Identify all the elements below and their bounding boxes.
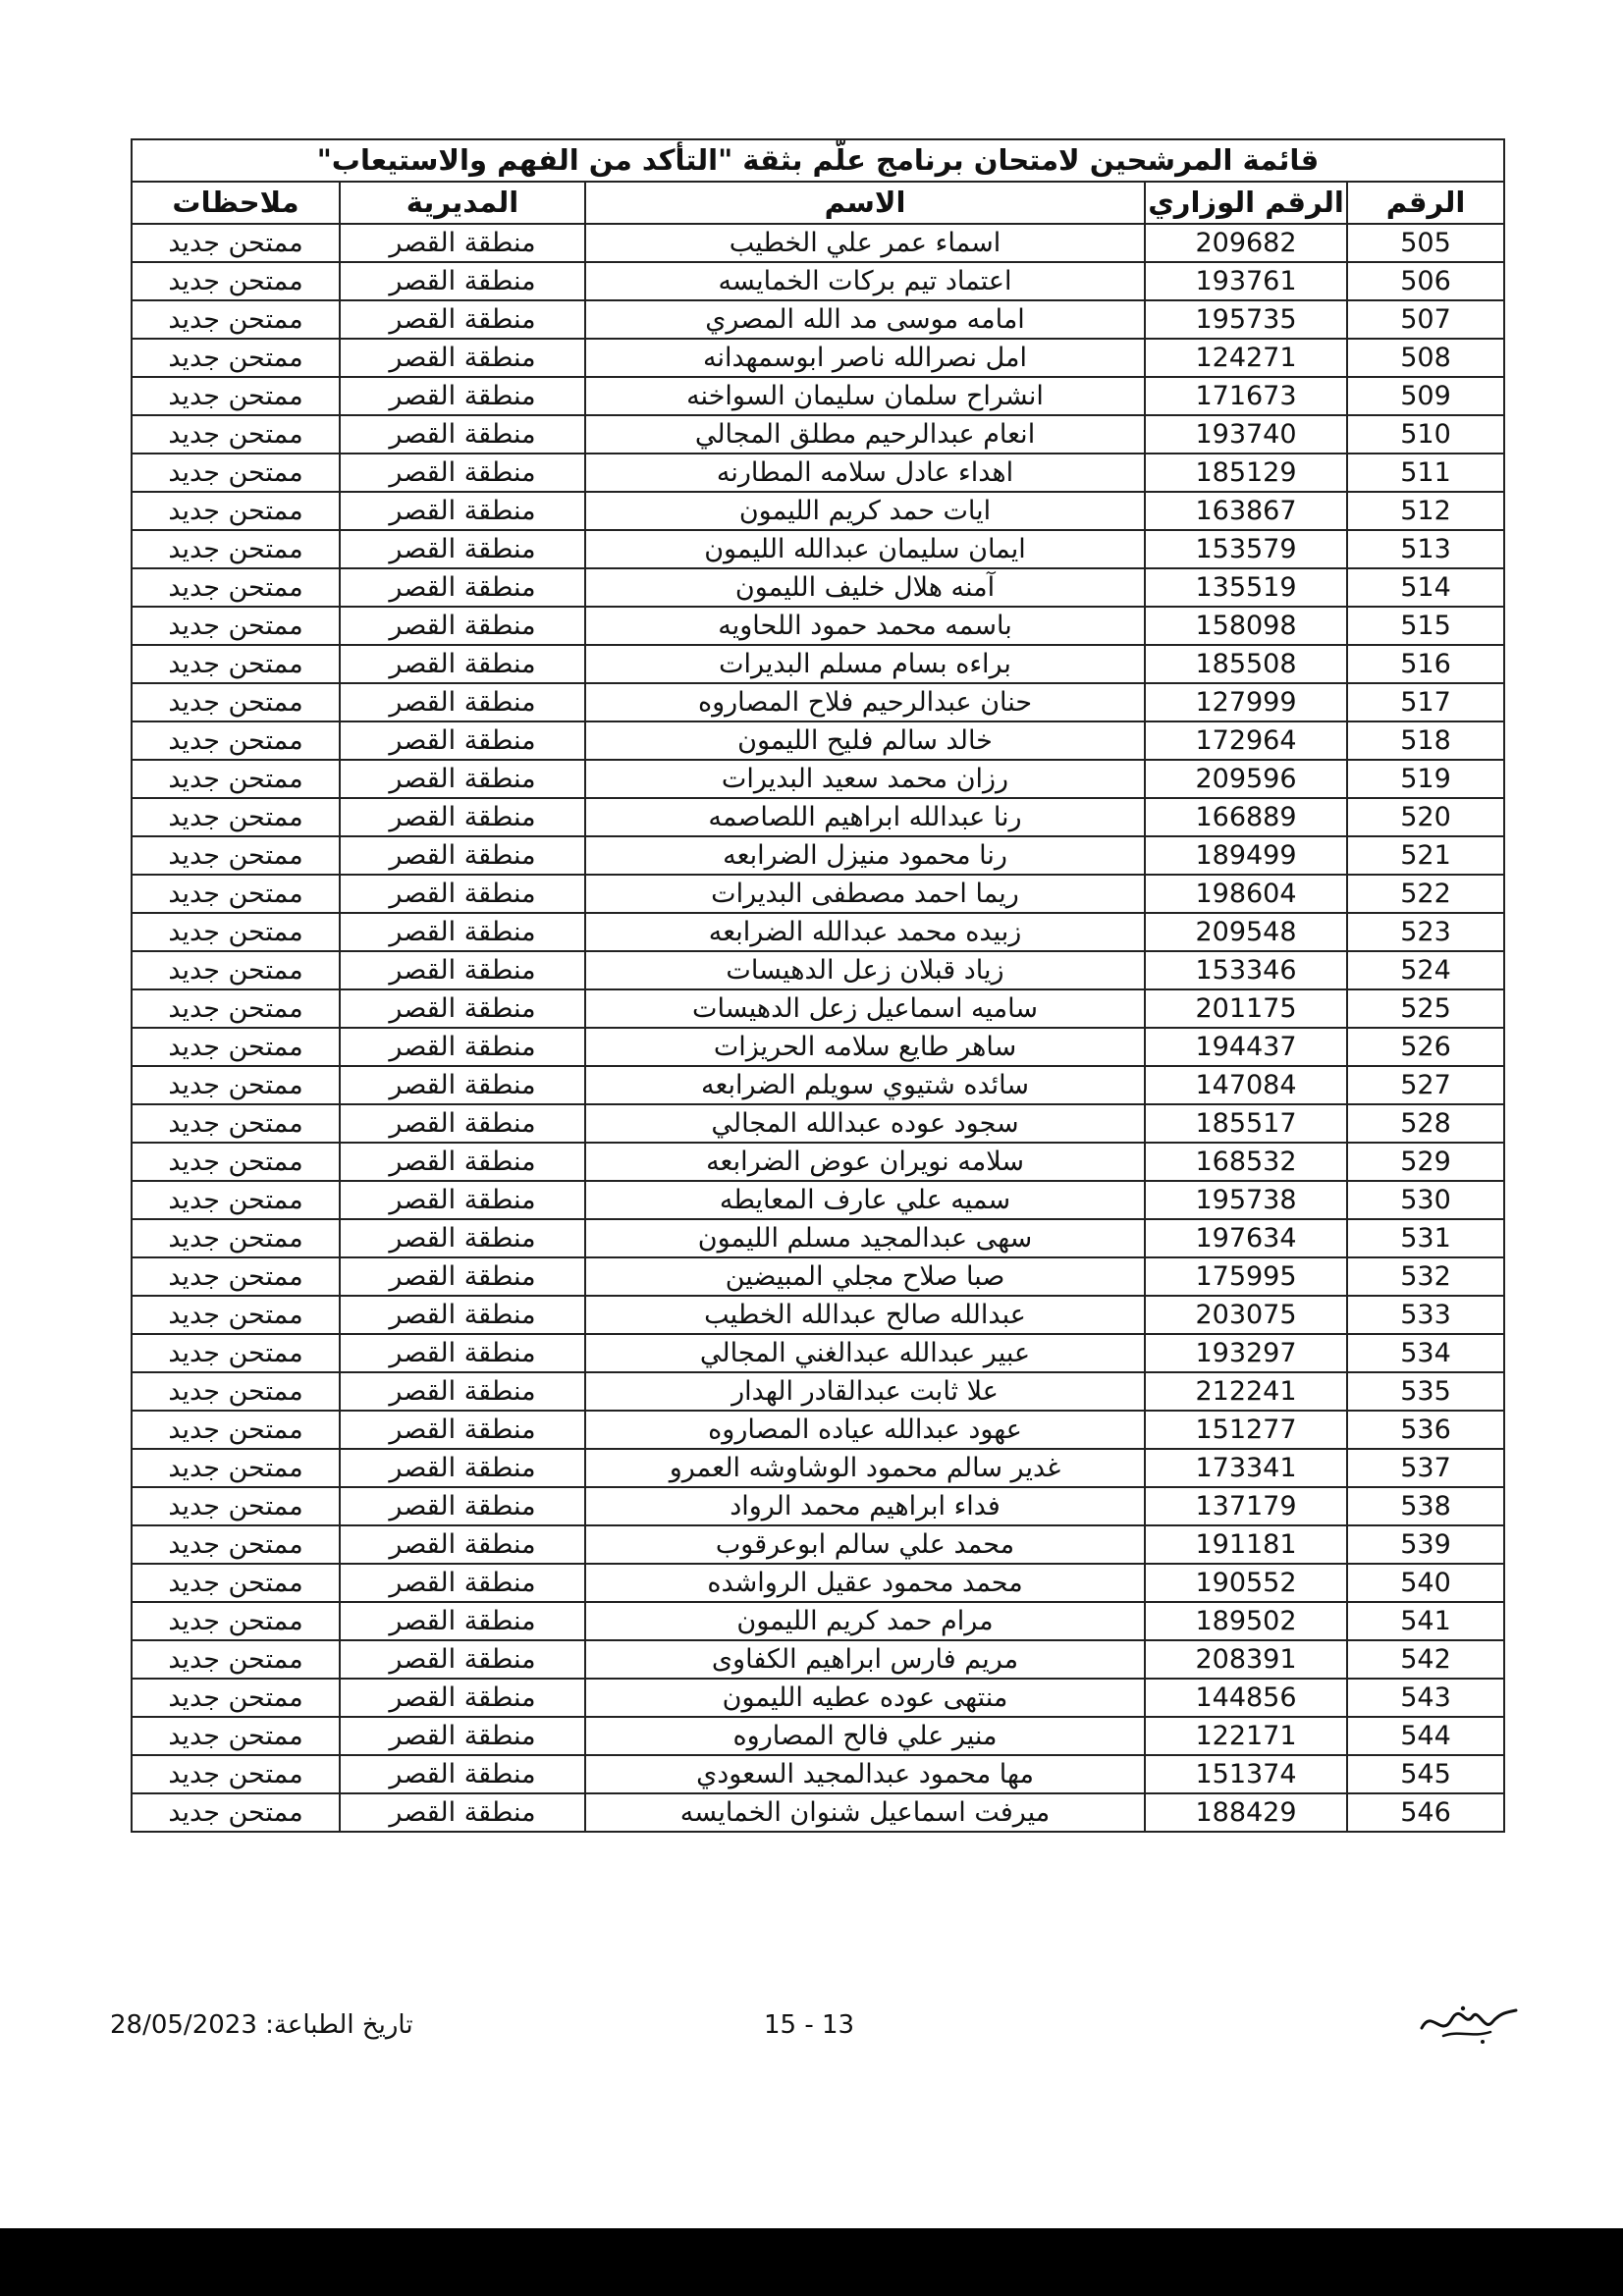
row-number-cell: 546 bbox=[1347, 1793, 1504, 1832]
row-number-cell: 545 bbox=[1347, 1755, 1504, 1793]
notes-cell: ممتحن جديد bbox=[132, 377, 340, 415]
directorate-cell: منطقة القصر bbox=[340, 1679, 585, 1717]
notes-cell: ممتحن جديد bbox=[132, 836, 340, 875]
ministry-id-cell: 209548 bbox=[1145, 913, 1347, 951]
row-number-cell: 523 bbox=[1347, 913, 1504, 951]
ministry-id-cell: 189502 bbox=[1145, 1602, 1347, 1640]
directorate-cell: منطقة القصر bbox=[340, 1257, 585, 1296]
row-number-cell: 541 bbox=[1347, 1602, 1504, 1640]
directorate-cell: منطقة القصر bbox=[340, 1066, 585, 1104]
row-number-cell: 522 bbox=[1347, 875, 1504, 913]
row-number-cell: 528 bbox=[1347, 1104, 1504, 1143]
ministry-id-cell: 144856 bbox=[1145, 1679, 1347, 1717]
notes-cell: ممتحن جديد bbox=[132, 1411, 340, 1449]
candidate-name-cell: انشراح سلمان سليمان السواخنه bbox=[585, 377, 1145, 415]
ministry-id-cell: 195738 bbox=[1145, 1181, 1347, 1219]
notes-cell: ممتحن جديد bbox=[132, 1755, 340, 1793]
ministry-id-cell: 185129 bbox=[1145, 454, 1347, 492]
notes-cell: ممتحن جديد bbox=[132, 875, 340, 913]
table-row bbox=[132, 1449, 1504, 1487]
ministry-id-cell: 188429 bbox=[1145, 1793, 1347, 1832]
ministry-id-cell: 185517 bbox=[1145, 1104, 1347, 1143]
header-notes: ملاحظات bbox=[132, 182, 340, 224]
row-number-cell: 537 bbox=[1347, 1449, 1504, 1487]
candidate-name-cell: منير علي فالح المصاروه bbox=[585, 1717, 1145, 1755]
row-number-cell: 519 bbox=[1347, 760, 1504, 798]
row-number-cell: 525 bbox=[1347, 989, 1504, 1028]
row-number-cell: 539 bbox=[1347, 1525, 1504, 1564]
directorate-cell: منطقة القصر bbox=[340, 492, 585, 530]
notes-cell: ممتحن جديد bbox=[132, 1257, 340, 1296]
directorate-cell: منطقة القصر bbox=[340, 875, 585, 913]
directorate-cell: منطقة القصر bbox=[340, 1717, 585, 1755]
notes-cell: ممتحن جديد bbox=[132, 300, 340, 339]
table-row bbox=[132, 645, 1504, 683]
table-row bbox=[132, 262, 1504, 300]
row-number-cell: 531 bbox=[1347, 1219, 1504, 1257]
row-number-cell: 543 bbox=[1347, 1679, 1504, 1717]
ministry-id-cell: 189499 bbox=[1145, 836, 1347, 875]
table-row bbox=[132, 1296, 1504, 1334]
table-row bbox=[132, 607, 1504, 645]
candidate-name-cell: رنا عبدالله ابراهيم اللصاصمه bbox=[585, 798, 1145, 836]
signature-icon bbox=[1414, 1999, 1522, 2048]
ministry-id-cell: 190552 bbox=[1145, 1564, 1347, 1602]
row-number-cell: 521 bbox=[1347, 836, 1504, 875]
candidate-name-cell: باسمه محمد حمود اللحاويه bbox=[585, 607, 1145, 645]
notes-cell: ممتحن جديد bbox=[132, 1487, 340, 1525]
ministry-id-cell: 201175 bbox=[1145, 989, 1347, 1028]
row-number-cell: 542 bbox=[1347, 1640, 1504, 1679]
row-number-cell: 535 bbox=[1347, 1372, 1504, 1411]
table-row bbox=[132, 1640, 1504, 1679]
candidates-table bbox=[131, 138, 1505, 1833]
notes-cell: ممتحن جديد bbox=[132, 683, 340, 721]
directorate-cell: منطقة القصر bbox=[340, 1487, 585, 1525]
ministry-id-cell: 122171 bbox=[1145, 1717, 1347, 1755]
directorate-cell: منطقة القصر bbox=[340, 1411, 585, 1449]
candidate-name-cell: خالد سالم فليح الليمون bbox=[585, 721, 1145, 760]
ministry-id-cell: 209682 bbox=[1145, 224, 1347, 262]
directorate-cell: منطقة القصر bbox=[340, 1334, 585, 1372]
notes-cell: ممتحن جديد bbox=[132, 1296, 340, 1334]
notes-cell: ممتحن جديد bbox=[132, 1717, 340, 1755]
candidate-name-cell: عبدالله صالح عبدالله الخطيب bbox=[585, 1296, 1145, 1334]
candidate-name-cell: انعام عبدالرحيم مطلق المجالي bbox=[585, 415, 1145, 454]
candidate-name-cell: ساميه اسماعيل زعل الدهيسات bbox=[585, 989, 1145, 1028]
header-directorate: المديرية bbox=[340, 182, 585, 224]
table-row bbox=[132, 683, 1504, 721]
row-number-cell: 526 bbox=[1347, 1028, 1504, 1066]
notes-cell: ممتحن جديد bbox=[132, 1449, 340, 1487]
table-row bbox=[132, 1219, 1504, 1257]
directorate-cell: منطقة القصر bbox=[340, 1219, 585, 1257]
row-number-cell: 532 bbox=[1347, 1257, 1504, 1296]
notes-cell: ممتحن جديد bbox=[132, 798, 340, 836]
directorate-cell: منطقة القصر bbox=[340, 1602, 585, 1640]
candidate-name-cell: اسماء عمر علي الخطيب bbox=[585, 224, 1145, 262]
ministry-id-cell: 153346 bbox=[1145, 951, 1347, 989]
directorate-cell: منطقة القصر bbox=[340, 683, 585, 721]
directorate-cell: منطقة القصر bbox=[340, 721, 585, 760]
ministry-id-cell: 137179 bbox=[1145, 1487, 1347, 1525]
notes-cell: ممتحن جديد bbox=[132, 339, 340, 377]
print-date: تاريخ الطباعة: 28/05/2023 bbox=[110, 2010, 413, 2040]
directorate-cell: منطقة القصر bbox=[340, 339, 585, 377]
candidate-name-cell: رزان محمد سعيد البديرات bbox=[585, 760, 1145, 798]
row-number-cell: 515 bbox=[1347, 607, 1504, 645]
table-row bbox=[132, 1066, 1504, 1104]
row-number-cell: 514 bbox=[1347, 568, 1504, 607]
table-body bbox=[132, 224, 1504, 1832]
notes-cell: ممتحن جديد bbox=[132, 262, 340, 300]
row-number-cell: 530 bbox=[1347, 1181, 1504, 1219]
table-row bbox=[132, 568, 1504, 607]
notes-cell: ممتحن جديد bbox=[132, 415, 340, 454]
table-row bbox=[132, 721, 1504, 760]
ministry-id-cell: 198604 bbox=[1145, 875, 1347, 913]
table-row bbox=[132, 1717, 1504, 1755]
row-number-cell: 516 bbox=[1347, 645, 1504, 683]
directorate-cell: منطقة القصر bbox=[340, 415, 585, 454]
ministry-id-cell: 203075 bbox=[1145, 1296, 1347, 1334]
candidate-name-cell: آمنه هلال خليف الليمون bbox=[585, 568, 1145, 607]
directorate-cell: منطقة القصر bbox=[340, 836, 585, 875]
notes-cell: ممتحن جديد bbox=[132, 454, 340, 492]
row-number-cell: 517 bbox=[1347, 683, 1504, 721]
candidate-name-cell: صبا صلاح مجلي المبيضين bbox=[585, 1257, 1145, 1296]
header-name: الاسم bbox=[585, 182, 1145, 224]
ministry-id-cell: 197634 bbox=[1145, 1219, 1347, 1257]
notes-cell: ممتحن جديد bbox=[132, 989, 340, 1028]
ministry-id-cell: 195735 bbox=[1145, 300, 1347, 339]
directorate-cell: منطقة القصر bbox=[340, 262, 585, 300]
row-number-cell: 538 bbox=[1347, 1487, 1504, 1525]
ministry-id-cell: 147084 bbox=[1145, 1066, 1347, 1104]
directorate-cell: منطقة القصر bbox=[340, 454, 585, 492]
directorate-cell: منطقة القصر bbox=[340, 951, 585, 989]
ministry-id-cell: 193761 bbox=[1145, 262, 1347, 300]
directorate-cell: منطقة القصر bbox=[340, 989, 585, 1028]
notes-cell: ممتحن جديد bbox=[132, 721, 340, 760]
ministry-id-cell: 166889 bbox=[1145, 798, 1347, 836]
notes-cell: ممتحن جديد bbox=[132, 1028, 340, 1066]
ministry-id-cell: 208391 bbox=[1145, 1640, 1347, 1679]
row-number-cell: 518 bbox=[1347, 721, 1504, 760]
candidate-name-cell: سائده شتيوي سويلم الضرابعه bbox=[585, 1066, 1145, 1104]
row-number-cell: 536 bbox=[1347, 1411, 1504, 1449]
row-number-cell: 506 bbox=[1347, 262, 1504, 300]
row-number-cell: 527 bbox=[1347, 1066, 1504, 1104]
ministry-id-cell: 175995 bbox=[1145, 1257, 1347, 1296]
table-row bbox=[132, 1372, 1504, 1411]
row-number-cell: 513 bbox=[1347, 530, 1504, 568]
candidate-name-cell: امامه موسى مد الله المصري bbox=[585, 300, 1145, 339]
row-number-cell: 544 bbox=[1347, 1717, 1504, 1755]
directorate-cell: منطقة القصر bbox=[340, 1793, 585, 1832]
table-row bbox=[132, 1487, 1504, 1525]
notes-cell: ممتحن جديد bbox=[132, 1219, 340, 1257]
table-row bbox=[132, 1181, 1504, 1219]
ministry-id-cell: 194437 bbox=[1145, 1028, 1347, 1066]
ministry-id-cell: 191181 bbox=[1145, 1525, 1347, 1564]
directorate-cell: منطقة القصر bbox=[340, 1143, 585, 1181]
notes-cell: ممتحن جديد bbox=[132, 1640, 340, 1679]
row-number-cell: 511 bbox=[1347, 454, 1504, 492]
directorate-cell: منطقة القصر bbox=[340, 224, 585, 262]
ministry-id-cell: 209596 bbox=[1145, 760, 1347, 798]
table-row bbox=[132, 913, 1504, 951]
candidate-name-cell: عبير عبدالله عبدالغني المجالي bbox=[585, 1334, 1145, 1372]
notes-cell: ممتحن جديد bbox=[132, 1564, 340, 1602]
notes-cell: ممتحن جديد bbox=[132, 568, 340, 607]
row-number-cell: 512 bbox=[1347, 492, 1504, 530]
candidate-name-cell: ايات حمد كريم الليمون bbox=[585, 492, 1145, 530]
directorate-cell: منطقة القصر bbox=[340, 1296, 585, 1334]
candidate-name-cell: مها محمود عبدالمجيد السعودي bbox=[585, 1755, 1145, 1793]
notes-cell: ممتحن جديد bbox=[132, 492, 340, 530]
notes-cell: ممتحن جديد bbox=[132, 1143, 340, 1181]
candidate-name-cell: ريما احمد مصطفى البديرات bbox=[585, 875, 1145, 913]
table-title: قائمة المرشحين لامتحان برنامج علّم بثقة "التأكد من الفهم والاستيعاب" bbox=[132, 139, 1504, 182]
table-row bbox=[132, 1525, 1504, 1564]
directorate-cell: منطقة القصر bbox=[340, 1640, 585, 1679]
row-number-cell: 509 bbox=[1347, 377, 1504, 415]
candidate-name-cell: سميه علي عارف المعايطه bbox=[585, 1181, 1145, 1219]
directorate-cell: منطقة القصر bbox=[340, 1755, 585, 1793]
candidate-name-cell: سلامه نويران عوض الضرابعه bbox=[585, 1143, 1145, 1181]
table-row bbox=[132, 339, 1504, 377]
ministry-id-cell: 158098 bbox=[1145, 607, 1347, 645]
candidate-name-cell: اعتماد تيم بركات الخمايسه bbox=[585, 262, 1145, 300]
notes-cell: ممتحن جديد bbox=[132, 760, 340, 798]
table-row bbox=[132, 1564, 1504, 1602]
row-number-cell: 520 bbox=[1347, 798, 1504, 836]
candidate-name-cell: مرام حمد كريم الليمون bbox=[585, 1602, 1145, 1640]
candidate-name-cell: براءه بسام مسلم البديرات bbox=[585, 645, 1145, 683]
candidate-name-cell: سهى عبدالمجيد مسلم الليمون bbox=[585, 1219, 1145, 1257]
table-row bbox=[132, 1411, 1504, 1449]
directorate-cell: منطقة القصر bbox=[340, 798, 585, 836]
ministry-id-cell: 172964 bbox=[1145, 721, 1347, 760]
candidate-name-cell: منتهى عوده عطيه الليمون bbox=[585, 1679, 1145, 1717]
directorate-cell: منطقة القصر bbox=[340, 1564, 585, 1602]
row-number-cell: 534 bbox=[1347, 1334, 1504, 1372]
candidate-name-cell: سجود عوده عبدالله المجالي bbox=[585, 1104, 1145, 1143]
ministry-id-cell: 163867 bbox=[1145, 492, 1347, 530]
table-row bbox=[132, 377, 1504, 415]
ministry-id-cell: 212241 bbox=[1145, 1372, 1347, 1411]
notes-cell: ممتحن جديد bbox=[132, 1793, 340, 1832]
ministry-id-cell: 193740 bbox=[1145, 415, 1347, 454]
notes-cell: ممتحن جديد bbox=[132, 607, 340, 645]
row-number-cell: 533 bbox=[1347, 1296, 1504, 1334]
scan-border bbox=[0, 2228, 1623, 2296]
ministry-id-cell: 185508 bbox=[1145, 645, 1347, 683]
notes-cell: ممتحن جديد bbox=[132, 1602, 340, 1640]
candidate-name-cell: محمد علي سالم ابوعرقوب bbox=[585, 1525, 1145, 1564]
row-number-cell: 524 bbox=[1347, 951, 1504, 989]
table-row bbox=[132, 300, 1504, 339]
directorate-cell: منطقة القصر bbox=[340, 377, 585, 415]
row-number-cell: 529 bbox=[1347, 1143, 1504, 1181]
table-row bbox=[132, 1334, 1504, 1372]
table-row bbox=[132, 836, 1504, 875]
candidate-name-cell: زياد قبلان زعل الدهيسات bbox=[585, 951, 1145, 989]
candidate-name-cell: امل نصرالله ناصر ابوسمهدانه bbox=[585, 339, 1145, 377]
directorate-cell: منطقة القصر bbox=[340, 1449, 585, 1487]
row-number-cell: 505 bbox=[1347, 224, 1504, 262]
ministry-id-cell: 151277 bbox=[1145, 1411, 1347, 1449]
directorate-cell: منطقة القصر bbox=[340, 645, 585, 683]
notes-cell: ممتحن جديد bbox=[132, 1104, 340, 1143]
ministry-id-cell: 127999 bbox=[1145, 683, 1347, 721]
directorate-cell: منطقة القصر bbox=[340, 1525, 585, 1564]
ministry-id-cell: 171673 bbox=[1145, 377, 1347, 415]
table-row bbox=[132, 1257, 1504, 1296]
directorate-cell: منطقة القصر bbox=[340, 913, 585, 951]
ministry-id-cell: 153579 bbox=[1145, 530, 1347, 568]
row-number-cell: 507 bbox=[1347, 300, 1504, 339]
roster-table-container bbox=[131, 138, 1503, 1833]
table-row bbox=[132, 1679, 1504, 1717]
candidate-name-cell: علا ثابت عبدالقادر الهدار bbox=[585, 1372, 1145, 1411]
table-row bbox=[132, 1602, 1504, 1640]
ministry-id-cell: 124271 bbox=[1145, 339, 1347, 377]
candidate-name-cell: ساهر طايع سلامه الحريزات bbox=[585, 1028, 1145, 1066]
table-row bbox=[132, 1104, 1504, 1143]
table-row bbox=[132, 1793, 1504, 1832]
directorate-cell: منطقة القصر bbox=[340, 300, 585, 339]
notes-cell: ممتحن جديد bbox=[132, 1372, 340, 1411]
table-row bbox=[132, 492, 1504, 530]
candidate-name-cell: ايمان سليمان عبدالله الليمون bbox=[585, 530, 1145, 568]
notes-cell: ممتحن جديد bbox=[132, 224, 340, 262]
row-number-cell: 540 bbox=[1347, 1564, 1504, 1602]
page-range: 15 - 13 bbox=[764, 2010, 855, 2040]
directorate-cell: منطقة القصر bbox=[340, 1372, 585, 1411]
candidate-name-cell: زبيده محمد عبدالله الضرابعه bbox=[585, 913, 1145, 951]
ministry-id-cell: 151374 bbox=[1145, 1755, 1347, 1793]
directorate-cell: منطقة القصر bbox=[340, 530, 585, 568]
notes-cell: ممتحن جديد bbox=[132, 530, 340, 568]
notes-cell: ممتحن جديد bbox=[132, 1525, 340, 1564]
candidate-name-cell: مريم فارس ابراهيم الكفاوى bbox=[585, 1640, 1145, 1679]
directorate-cell: منطقة القصر bbox=[340, 1104, 585, 1143]
candidate-name-cell: رنا محمود منيزل الضرابعه bbox=[585, 836, 1145, 875]
notes-cell: ممتحن جديد bbox=[132, 1066, 340, 1104]
directorate-cell: منطقة القصر bbox=[340, 1028, 585, 1066]
table-row bbox=[132, 415, 1504, 454]
candidate-name-cell: محمد محمود عقيل الرواشده bbox=[585, 1564, 1145, 1602]
table-row bbox=[132, 875, 1504, 913]
candidate-name-cell: غدير سالم محمود الوشاوشه العمرو bbox=[585, 1449, 1145, 1487]
directorate-cell: منطقة القصر bbox=[340, 760, 585, 798]
notes-cell: ممتحن جديد bbox=[132, 951, 340, 989]
notes-cell: ممتحن جديد bbox=[132, 645, 340, 683]
table-row bbox=[132, 530, 1504, 568]
table-row bbox=[132, 454, 1504, 492]
candidate-name-cell: ميرفت اسماعيل شنوان الخمايسه bbox=[585, 1793, 1145, 1832]
ministry-id-cell: 193297 bbox=[1145, 1334, 1347, 1372]
candidate-name-cell: فداء ابراهيم محمد الرواد bbox=[585, 1487, 1145, 1525]
table-row bbox=[132, 1028, 1504, 1066]
handwritten-signature bbox=[1414, 1999, 1522, 2052]
table-row bbox=[132, 1143, 1504, 1181]
row-number-cell: 510 bbox=[1347, 415, 1504, 454]
candidate-name-cell: حنان عبدالرحيم فلاح المصاروه bbox=[585, 683, 1145, 721]
ministry-id-cell: 135519 bbox=[1145, 568, 1347, 607]
header-ministry-id: الرقم الوزاري bbox=[1145, 182, 1347, 224]
notes-cell: ممتحن جديد bbox=[132, 1679, 340, 1717]
table-row bbox=[132, 951, 1504, 989]
table-row bbox=[132, 989, 1504, 1028]
row-number-cell: 508 bbox=[1347, 339, 1504, 377]
notes-cell: ممتحن جديد bbox=[132, 1334, 340, 1372]
ministry-id-cell: 173341 bbox=[1145, 1449, 1347, 1487]
directorate-cell: منطقة القصر bbox=[340, 568, 585, 607]
ministry-id-cell: 168532 bbox=[1145, 1143, 1347, 1181]
header-number: الرقم bbox=[1347, 182, 1504, 224]
candidate-name-cell: عهود عبدالله عياده المصاروه bbox=[585, 1411, 1145, 1449]
table-row bbox=[132, 798, 1504, 836]
directorate-cell: منطقة القصر bbox=[340, 607, 585, 645]
notes-cell: ممتحن جديد bbox=[132, 1181, 340, 1219]
candidate-name-cell: اهداء عادل سلامه المطارنه bbox=[585, 454, 1145, 492]
notes-cell: ممتحن جديد bbox=[132, 913, 340, 951]
table-row bbox=[132, 1755, 1504, 1793]
directorate-cell: منطقة القصر bbox=[340, 1181, 585, 1219]
table-row bbox=[132, 224, 1504, 262]
table-row bbox=[132, 760, 1504, 798]
